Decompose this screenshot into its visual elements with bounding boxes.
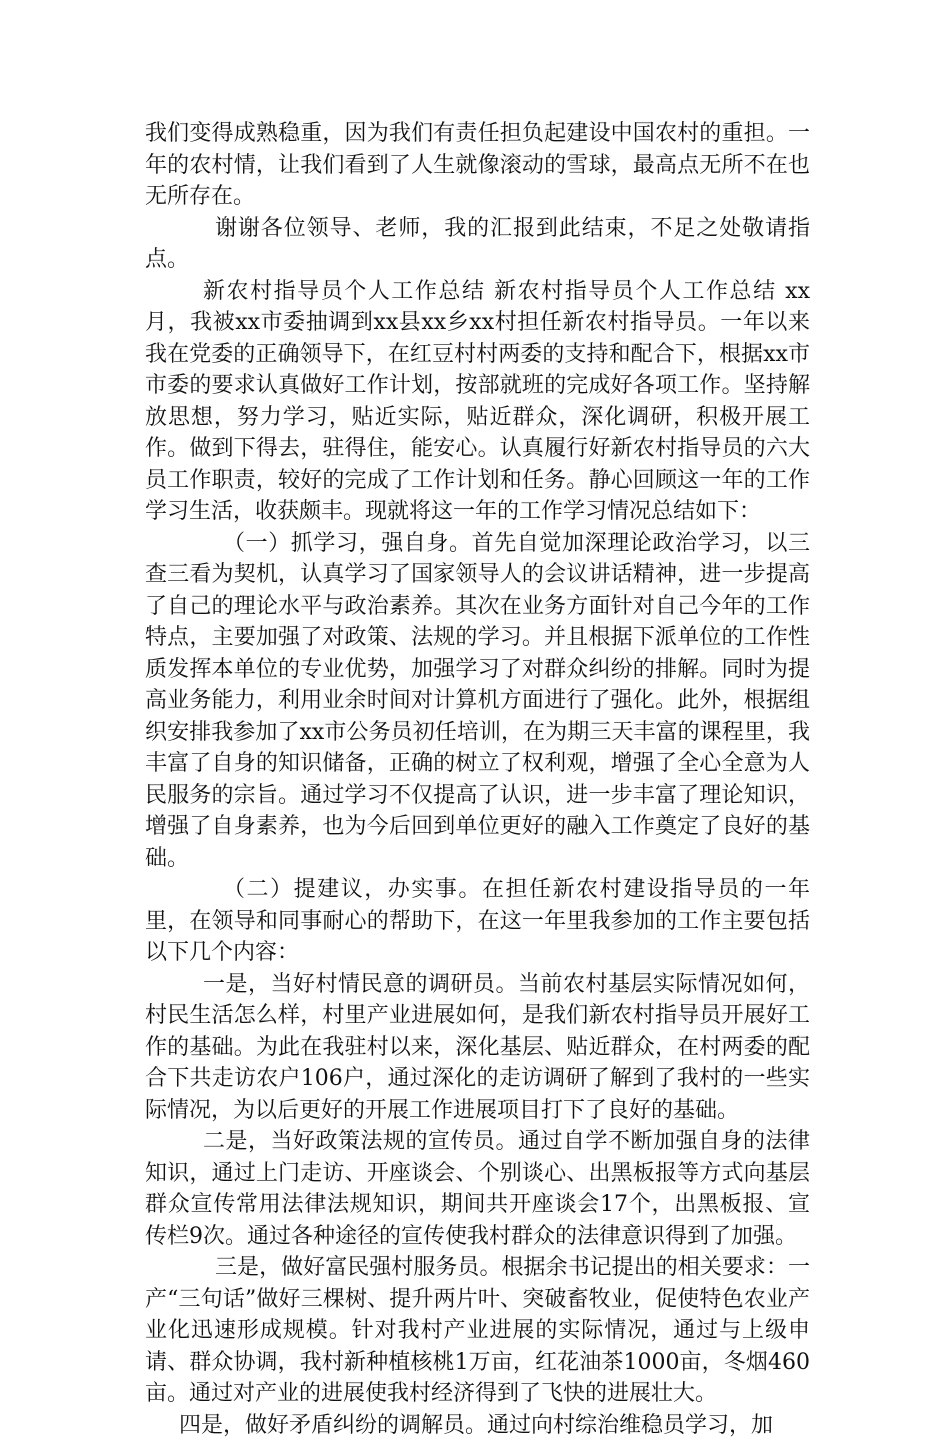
paragraph-section-two: （二）提建议，办实事。在担任新农村建设指导员的一年里，在领导和同事耐心的帮助下，在这一年里我参加的工作主要包括以下几个内容： bbox=[145, 874, 810, 969]
paragraph-item-four: 四是，做好矛盾纠纷的调解员。通过向村综治维稳员学习，加 bbox=[145, 1410, 810, 1441]
paragraph-closing-reflection: 我们变得成熟稳重，因为我们有责任担负起建设中国农村的重担。一年的农村情，让我们看到了人生就像滚动的雪球，最高点无所不在也无所存在。 bbox=[145, 118, 810, 213]
document-body bbox=[145, 118, 810, 1441]
paragraph-item-two: 二是，当好政策法规的宣传员。通过自学不断加强自身的法律知识，通过上门走访、开座谈会、个别谈心、出黑板报等方式向基层群众宣传常用法律法规知识，期间共开座谈会17个，出黑板报、宣传栏9次。通过各种途径的宣传使我村群众的法律意识得到了加强。 bbox=[145, 1126, 810, 1252]
paragraph-thanks: 谢谢各位领导、老师，我的汇报到此结束，不足之处敬请指点。 bbox=[145, 213, 810, 276]
paragraph-section-one: （一）抓学习，强自身。首先自觉加深理论政治学习，以三查三看为契机，认真学习了国家领导人的会议讲话精神，进一步提高了自己的理论水平与政治素养。其次在业务方面针对自己今年的工作特点，主要加强了对政策、法规的学习。并且根据下派单位的工作性质发挥本单位的专业优势，加强学习了对群众纠纷的排解。同时为提高业务能力，利用业余时间对计算机方面进行了强化。此外，根据组织安排我参加了xx市公务员初任培训，在为期三天丰富的课程里，我丰富了自身的知识储备，正确的树立了权利观，增强了全心全意为人民服务的宗旨。通过学习不仅提高了认识，进一步丰富了理论知识，增强了自身素养，也为今后回到单位更好的融入工作奠定了良好的基础。 bbox=[145, 528, 810, 875]
paragraph-item-one: 一是，当好村情民意的调研员。当前农村基层实际情况如何，村民生活怎么样，村里产业进展如何，是我们新农村指导员开展好工作的基础。为此在我驻村以来，深化基层、贴近群众，在村两委的配合下共走访农户106户，通过深化的走访调研了解到了我村的一些实际情况，为以后更好的开展工作进展项目打下了良好的基础。 bbox=[145, 969, 810, 1127]
paragraph-item-three: 三是，做好富民强村服务员。根据余书记提出的相关要求：一产“三句话”做好三棵树、提升两片叶、突破畜牧业，促使特色农业产业化迅速形成规模。针对我村产业进展的实际情况，通过与上级申请、群众协调，我村新种植核桃1万亩，红花油茶1000亩，冬烟460亩。通过对产业的进展使我村经济得到了飞快的进展壮大。 bbox=[145, 1252, 810, 1410]
paragraph-summary-intro: 新农村指导员个人工作总结 新农村指导员个人工作总结 xx月，我被xx市委抽调到xx县xx乡xx村担任新农村指导员。一年以来我在党委的正确领导下，在红豆村村两委的支持和配合下，根据xx市市委的要求认真做好工作计划，按部就班的完成好各项工作。坚持解放思想，努力学习，贴近实际，贴近群众，深化调研，积极开展工作。做到下得去，驻得住，能安心。认真履行好新农村指导员的六大员工作职责，较好的完成了工作计划和任务。静心回顾这一年的工作学习生活，收获颇丰。现就将这一年的工作学习情况总结如下： bbox=[145, 276, 810, 528]
